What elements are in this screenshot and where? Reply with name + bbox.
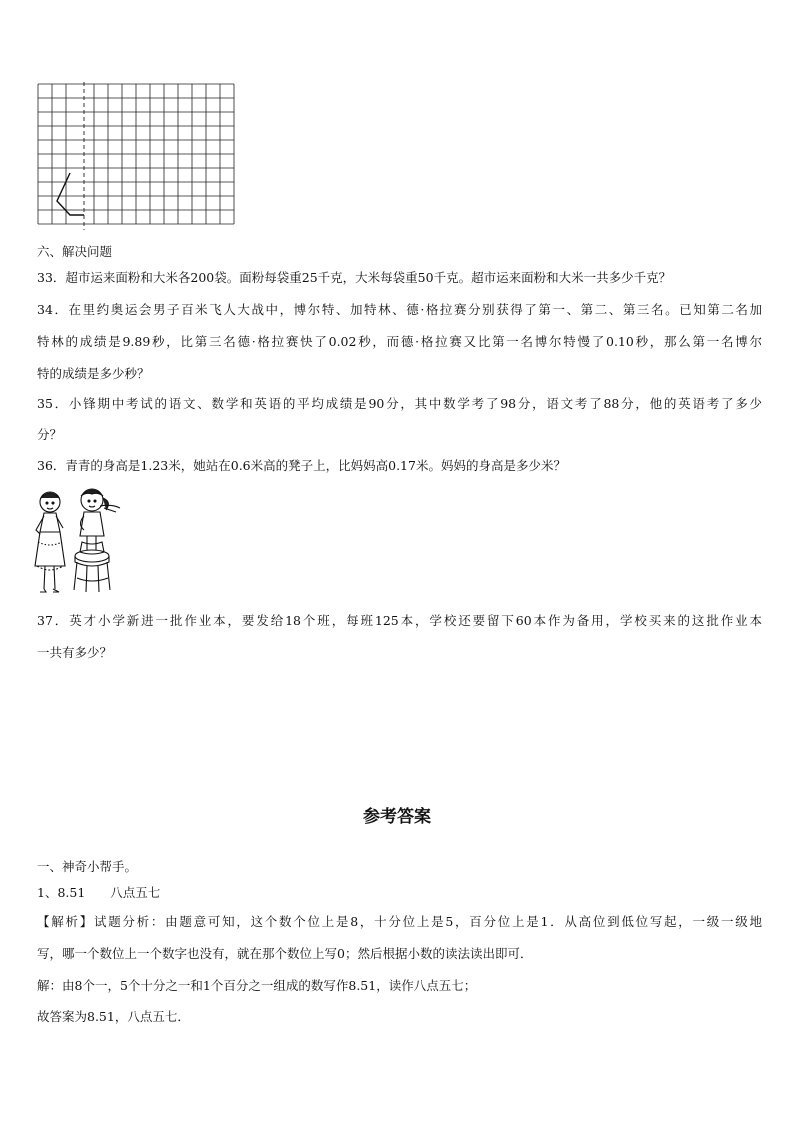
answers-title: 参考答案: [363, 807, 431, 827]
solution-line: 解：由8个一，5个十分之一和1个百分之一组成的数写作8.51，读作八点五七；: [37, 978, 477, 993]
mother-and-girl-illustration: [32, 486, 124, 600]
analysis-line-1: 【解析】试题分析：由题意可知，这个数个位上是8，十分位上是5，百分位上是1．从高位到低位写起，一级一级地: [37, 914, 762, 929]
question-35-line-1: 35．小锋期中考试的语文、数学和英语的平均成绩是90分，其中数学考了98分，语文考了88分，他的英语考了多少: [37, 396, 762, 411]
question-34-line-1: 34．在里约奥运会男子百米飞人大战中，博尔特、加特林、德·格拉赛分别获得了第一、第二、第三名。已知第二名加: [37, 302, 762, 317]
half-shape: [57, 173, 84, 215]
conclusion-line: 故答案为8.51，八点五七．: [37, 1009, 190, 1024]
question-34-line-2: 特林的成绩是9.89秒，比第三名德·格拉赛快了0.02秒，而德·格拉赛又比第一名博尔特慢了0.10秒，那么第一名博尔: [37, 334, 762, 349]
question-34-line-3: 特的成绩是多少秒？: [37, 366, 150, 381]
answers-section-1-heading: 一、神奇小帮手。: [37, 859, 138, 874]
answer-1: 1、8.51 八点五七: [37, 885, 161, 900]
section-heading-solve: 六、解决问题: [37, 244, 113, 259]
grid-figure: [36, 82, 246, 232]
question-37-line-1: 37．英才小学新进一批作业本，要发给18个班，每班125本，学校还要留下60本作为备用，学校买来的这批作业本: [37, 613, 762, 628]
question-36: 36．青青的身高是1.23米，她站在0.6米高的凳子上，比妈妈高0.17米。妈妈的身高是多少米？: [37, 458, 566, 473]
question-33: 33．超市运来面粉和大米各200袋。面粉每袋重25千克，大米每袋重50千克。超市运来面粉和大米一共多少千克？: [37, 270, 672, 285]
question-35-line-2: 分？: [37, 427, 63, 442]
question-37-line-2: 一共有多少？: [37, 645, 113, 660]
analysis-line-2: 写，哪一个数位上一个数字也没有，就在那个数位上写0；然后根据小数的读法读出即可．: [37, 946, 533, 961]
